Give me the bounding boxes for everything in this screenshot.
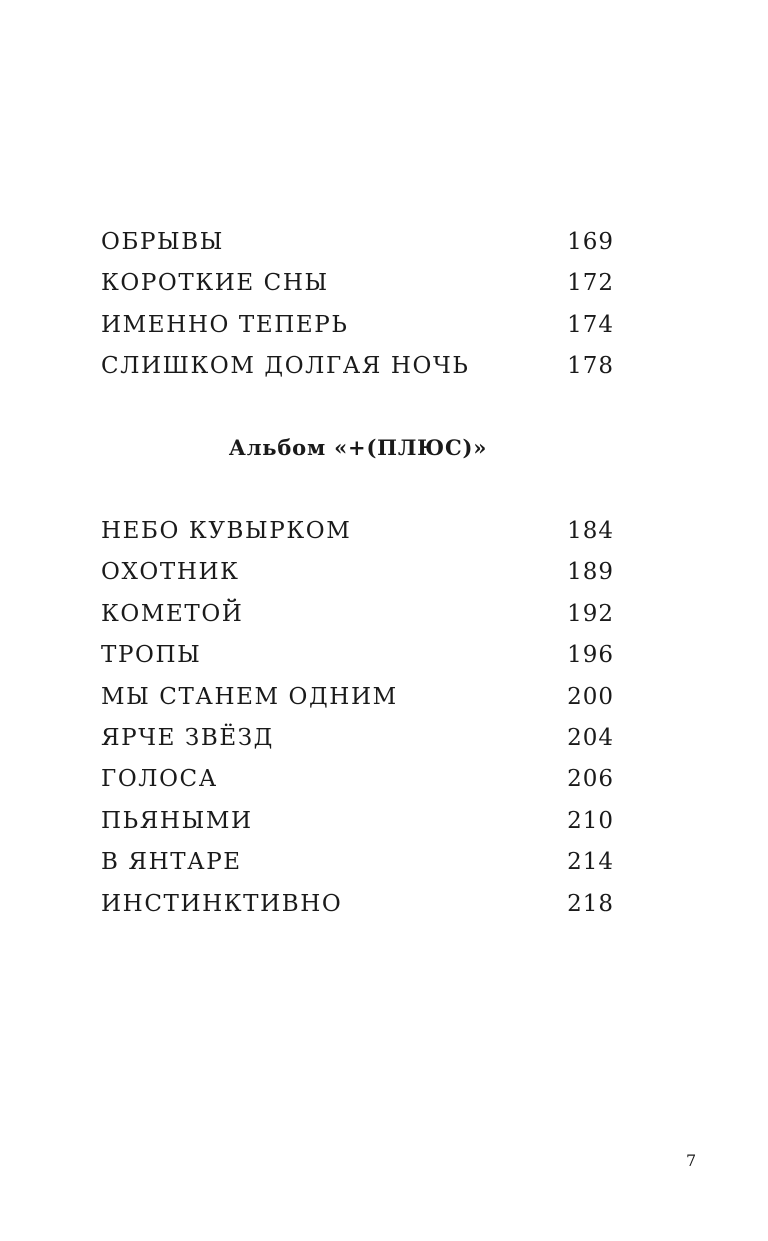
toc-entry-title: ЯРЧЕ ЗВЁЗД [101, 724, 274, 751]
toc-entry [101, 681, 614, 722]
toc-entry [101, 598, 614, 639]
toc-list-part-2 [101, 515, 614, 929]
toc-entry [101, 722, 614, 763]
toc-entry-page: 192 [567, 600, 614, 627]
toc-entry-title: ПЬЯНЫМИ [101, 807, 253, 834]
page-number: 7 [686, 1151, 697, 1170]
toc-entry-title: НЕБО КУВЫРКОМ [101, 518, 352, 544]
toc-entry [101, 846, 614, 887]
toc-entry-title: ТРОПЫ [101, 642, 202, 669]
toc-entry-page: 184 [567, 518, 614, 544]
toc-entry-title: ГОЛОСА [101, 766, 218, 793]
toc-entry [101, 226, 614, 267]
toc-entry-page: 214 [567, 849, 614, 876]
toc-entry-page: 218 [567, 890, 614, 917]
toc-entry [101, 639, 614, 680]
toc-entry-title: КОМЕТОЙ [101, 600, 244, 627]
toc-list-part-1 [101, 226, 614, 392]
toc-entry [101, 267, 614, 308]
toc-entry-page: 178 [567, 353, 614, 380]
toc-entry-title: ОХОТНИК [101, 559, 240, 586]
toc-entry-title: ОБРЫВЫ [101, 229, 224, 255]
toc-entry-page: 174 [567, 311, 614, 338]
toc-entry-page: 172 [567, 270, 614, 297]
toc-entry-title: КОРОТКИЕ СНЫ [101, 270, 329, 297]
toc-entry [101, 309, 614, 350]
toc-entry [101, 763, 614, 804]
toc-entry-page: 196 [567, 642, 614, 669]
toc-entry-page: 200 [567, 683, 614, 710]
toc-entry [101, 556, 614, 597]
toc-entry-page: 210 [567, 807, 614, 834]
toc-entry [101, 515, 614, 556]
toc-entry-title: В ЯНТАРЕ [101, 849, 242, 876]
toc-entry-title: МЫ СТАНЕМ ОДНИМ [101, 683, 398, 710]
toc-entry-title: СЛИШКОМ ДОЛГАЯ НОЧЬ [101, 353, 470, 380]
toc-entry-title: ИНСТИНКТИВНО [101, 890, 343, 917]
toc-entry [101, 350, 614, 391]
toc-entry-page: 206 [567, 766, 614, 793]
toc-entry-page: 189 [567, 559, 614, 586]
toc-entry-title: ИМЕННО ТЕПЕРЬ [101, 311, 349, 338]
toc-entry-page: 204 [567, 724, 614, 751]
section-heading: Альбом «+(ПЛЮС)» [228, 435, 488, 460]
toc-entry [101, 888, 614, 929]
toc-entry [101, 805, 614, 846]
toc-entry-page: 169 [567, 229, 614, 255]
